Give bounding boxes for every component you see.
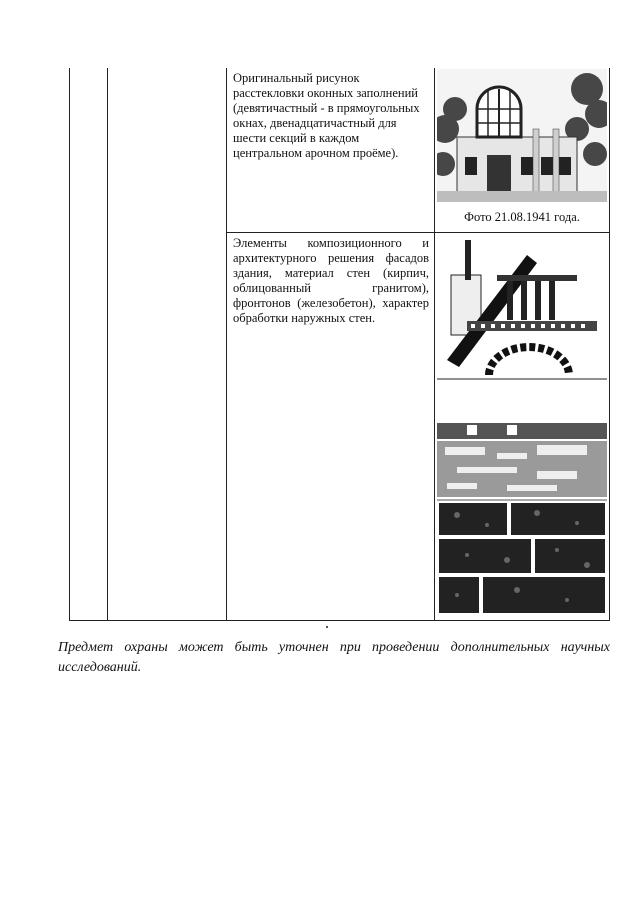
table-divider-3 [434, 68, 435, 621]
granite-wall-texture-photo [437, 405, 607, 617]
table-border-bottom [69, 620, 610, 621]
facade-detail-icon [437, 235, 607, 380]
row-divider [226, 232, 610, 233]
table-border-left [69, 68, 70, 621]
row1-description: Оригинальный рисунок расстекловки оконных заполнений (девятичастный - в прямоугольных окнах, двенадцатичастный для шести секций в каждом центральном арочном проёме). [233, 71, 420, 160]
historic-building-photo [437, 69, 607, 202]
table-divider-1 [107, 68, 108, 621]
row2-description: Элементы композиционного и архитектурного решения фасадов здания, материал стен (кирпич, облицованный гранитом), фронтонов (железобетон), характер обработки наружных стен. [233, 236, 429, 325]
granite-wall-icon [437, 405, 607, 617]
table-divider-2 [226, 68, 227, 621]
photo-caption: Фото 21.08.1941 года. [464, 210, 580, 224]
protection-note: Предмет охраны может быть уточнен при проведении дополнительных научных исследований. [58, 640, 610, 675]
facade-detail-photo [437, 235, 607, 380]
scan-mark [326, 626, 328, 628]
table-border-right [609, 68, 610, 621]
historic-building-photo-icon [437, 69, 607, 202]
